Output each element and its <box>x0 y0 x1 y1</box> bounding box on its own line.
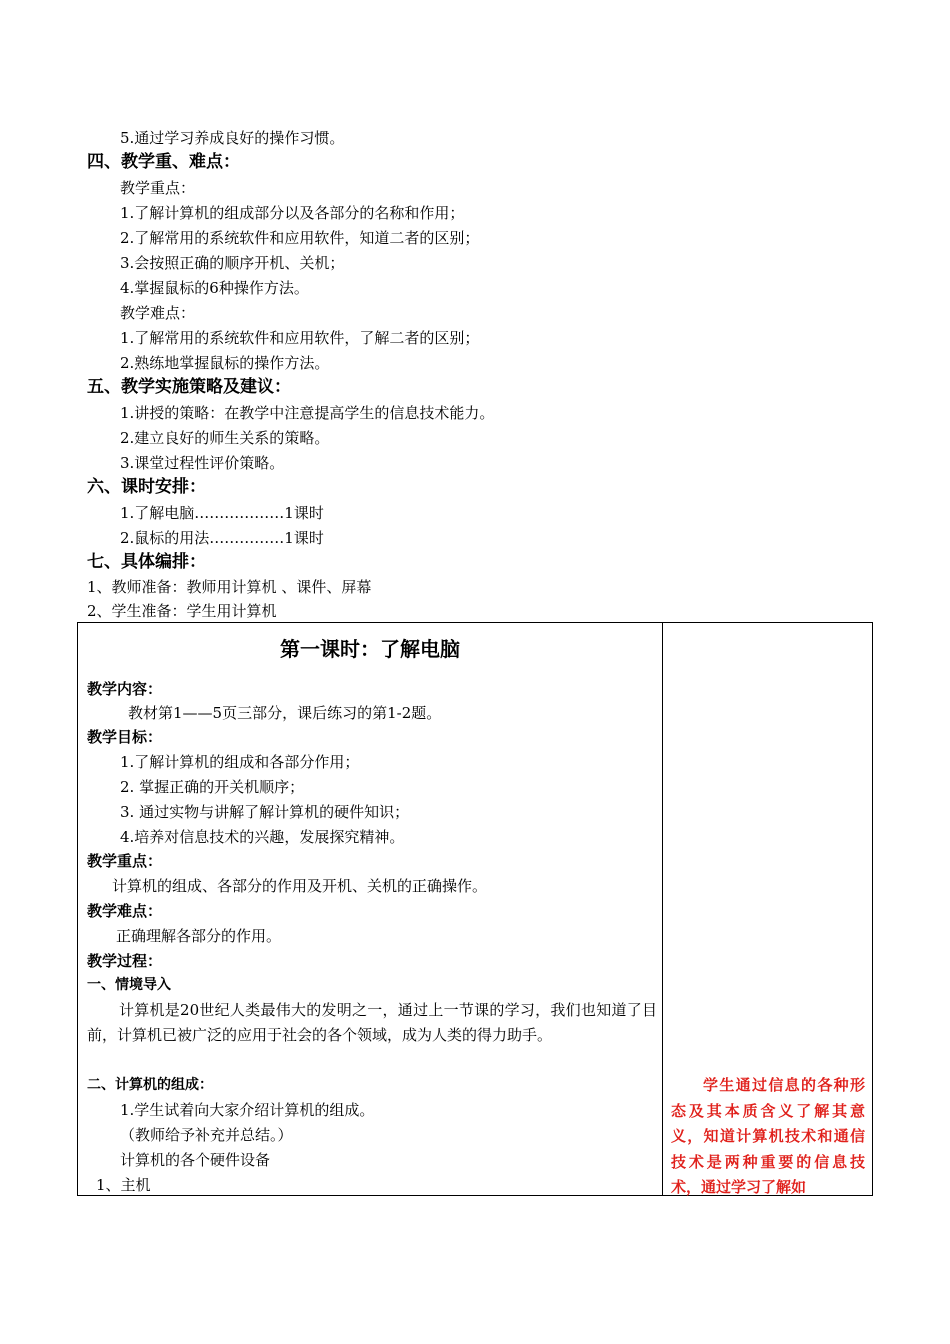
section-heading-strategies: 五、教学实施策略及建议： <box>87 377 291 397</box>
step2-line: 1.学生试着向大家介绍计算机的组成。 <box>120 1101 375 1119</box>
key-point-item: 1.了解计算机的组成部分以及各部分的名称和作用； <box>120 204 465 222</box>
difficulty-item: 1.了解常用的系统软件和应用软件，了解二者的区别； <box>120 329 480 347</box>
strategy-item: 3.课堂过程性评价策略。 <box>120 454 285 472</box>
goal-item: 1.了解计算机的组成和各部分作用； <box>120 753 360 771</box>
process-label: 教学过程： <box>87 952 163 970</box>
section-heading-key-difficult: 四、教学重、难点： <box>87 152 240 172</box>
goal-item-5: 5.通过学习养成良好的操作习惯。 <box>120 129 345 147</box>
difficulties-label: 教学难点： <box>120 304 196 322</box>
difficulty-item: 2.熟练地掌握鼠标的操作方法。 <box>120 354 330 372</box>
key-label: 教学重点： <box>87 852 163 870</box>
side-note: 学生通过信息的各种形态及其本质含义了解其意义，知道计算机技术和通信技术是两种重要的信息技术，通过学习了解如 <box>671 1076 865 1196</box>
prep-item: 2、学生准备：学生用计算机 <box>87 602 277 620</box>
goal-item: 3. 通过实物与讲解了解计算机的硬件知识； <box>120 803 410 821</box>
section-heading-schedule: 六、课时安排： <box>87 477 206 497</box>
key-text: 计算机的组成、各部分的作用及开机、关机的正确操作。 <box>112 877 488 895</box>
schedule-item: 2.鼠标的用法……………1课时 <box>120 529 324 547</box>
step2-label: 二、计算机的组成： <box>87 1077 213 1093</box>
prep-item: 1、教师准备：教师用计算机 、课件、屏幕 <box>87 578 372 596</box>
content-label: 教学内容： <box>87 680 163 698</box>
section-heading-arrangement: 七、具体编排： <box>87 552 206 572</box>
step2-line: 计算机的各个硬件设备 <box>120 1151 271 1169</box>
strategy-item: 1.讲授的策略：在教学中注意提高学生的信息技术能力。 <box>120 404 495 422</box>
lesson-title: 第一课时：了解电脑 <box>280 637 460 661</box>
key-point-item: 2.了解常用的系统软件和应用软件，知道二者的区别； <box>120 229 480 247</box>
step2-line: （教师给予补充并总结。） <box>120 1126 293 1144</box>
step1-label: 一、情境导入 <box>87 977 171 993</box>
step1-paragraph: 计算机是20世纪人类最伟大的发明之一，通过上一节课的学习，我们也知道了目前，计算机已被广泛的应用于社会的各个领域，成为人类的得力助手。 <box>87 1001 657 1044</box>
table-column-divider <box>662 622 663 1196</box>
key-point-item: 4.掌握鼠标的6种操作方法。 <box>120 279 309 297</box>
hardware-item: 1、主机 <box>96 1176 151 1194</box>
difficulty-text: 正确理解各部分的作用。 <box>116 927 282 945</box>
schedule-item: 1.了解电脑………………1课时 <box>120 504 324 522</box>
goal-item: 2. 掌握正确的开关机顺序； <box>120 778 305 796</box>
goal-item: 4.培养对信息技术的兴趣，发展探究精神。 <box>120 828 405 846</box>
strategy-item: 2.建立良好的师生关系的策略。 <box>120 429 330 447</box>
key-points-label: 教学重点： <box>120 179 196 197</box>
goals-label: 教学目标： <box>87 728 163 746</box>
content-text: 教材第1——5页三部分，课后练习的第1-2题。 <box>128 704 442 722</box>
difficulty-label: 教学难点： <box>87 902 163 920</box>
key-point-item: 3.会按照正确的顺序开机、关机； <box>120 254 345 272</box>
